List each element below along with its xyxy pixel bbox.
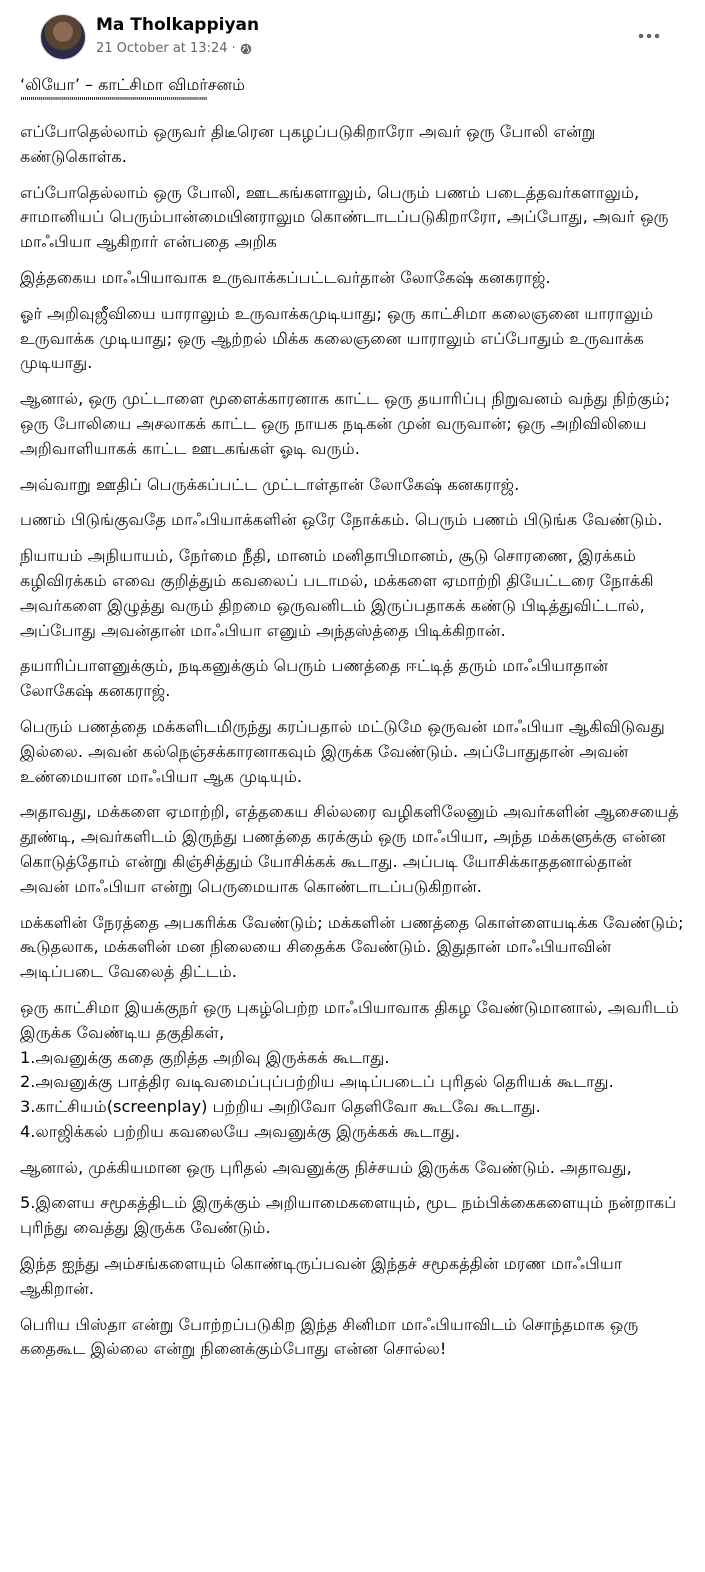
post-paragraph: ஒரு காட்சிமா இயக்குநர் ஒரு புகழ்பெற்ற மாஃபியாவாக திகழ வேண்டுமானால், அவரிடம் இருக்க வேண்டிய தகுதிகள், 1.அவனுக்கு கதை குறித்த அறிவு இருக்கக் கூடாது. 2.அவனுக்கு பாத்திர வடிவமைப்புப்பற்றிய அடிப்படைப் புரிதல் தெரியக் கூடாது. 3.காட்சியம்(screenplay) பற்றிய அறிவோ தெளிவோ கூடவே கூடாது. 4.லாஜிக்கல் பற்றிய கவலையே அவனுக்கு இருக்கக் கூடாது.	[20, 997, 679, 1141]
post-paragraph: அதாவது, மக்களை ஏமாற்றி, எத்தகைய சில்லரை வழிகளிலேனும் அவர்களின் ஆசையைத் தூண்டி, அவர்களிடம் இருந்து பணத்தை கரக்கும் ஒரு மாஃபியா, அந்த மக்களுக்கு என்ன கொடுத்தோம் என்று கிஞ்சித்தும் யோசிக்கக் கூடாது. அப்படி யோசிக்காததனால்தான் அவன் மாஃபியா என்று பெருமையாக கொண்டாடப்படுகிறான்.	[20, 802, 679, 896]
meta-separator: ·	[231, 41, 236, 56]
post-paragraph: பெரிய பிஸ்தா என்று போற்றப்படுகிற இந்த சினிமா மாஃபியாவிடம் சொந்தமாக ஒரு கதைகூட இல்லை என்று நினைக்கும்போது என்ன சொல்ல!	[20, 1314, 639, 1359]
post-paragraph: தயாரிப்பாளனுக்கும், நடிகனுக்கும் பெரும் பணத்தை ஈட்டித் தரும் மாஃபியாதான் லோகேஷ் கனகராஜ்.	[20, 656, 609, 701]
post-paragraph: எப்போதெல்லாம் ஒருவர் திடீரென புகழப்படுகிறாரோ அவர் ஒரு போலி என்று கண்டுகொள்க.	[20, 122, 596, 166]
post-paragraph: ஓர் அறிவுஜீவியை யாராலும் உருவாக்கமுடியாது; ஒரு காட்சிமா கலைஞனை யாராலும் உருவாக்க முடியாது; ஒரு ஆற்றல் மிக்க கலைஞனை யாராலும் எப்போதும் உருவாக்க முடியாது.	[20, 303, 654, 373]
post-paragraph: இந்த ஐந்து அம்சங்களையும் கொண்டிருப்பவன் இந்தச் சமூகத்தின் மரண மாஃபியா ஆகிறான்.	[20, 1254, 623, 1298]
post-paragraphs	[20, 120, 686, 1362]
post-paragraph: எப்போதெல்லாம் ஒரு போலி, ஊடகங்களாலும், பெரும் பணம் படைத்தவர்களாலும், சாமானியப் பெரும்பான்மையினராலும கொண்டாடப்படுகிறாரோ, அப்போது, அவர் ஒரு மாஃபியா ஆகிறார் என்பதை அறிக	[20, 182, 669, 252]
title-underline: """"""""""""""""""""""""""""""""""""""""""""""	[20, 96, 207, 108]
post-timestamp[interactable]: 21 October at 13:24	[96, 41, 228, 56]
author-name[interactable]: Ma Tholkappiyan	[96, 15, 260, 35]
post-paragraph: ஆனால், முக்கியமான ஒரு புரிதல் அவனுக்கு நிச்சயம் இருக்க வேண்டும். அதாவது,	[20, 1157, 632, 1177]
globe-icon[interactable]	[240, 43, 252, 55]
post-meta	[96, 40, 252, 58]
post-title: ‘லியோ’ – காட்சிமா விமர்சனம்	[20, 75, 245, 94]
post-paragraph: மக்களின் நேரத்தை அபகரிக்க வேண்டும்; மக்களின் பணத்தை கொள்ளையடிக்க வேண்டும்; கூடுதலாக, மக்களின் மன நிலையை சிதைக்க வேண்டும். இதுதான் மாஃபியாவின் அடிப்படை வேலைத் திட்டம்.	[20, 912, 684, 982]
post-paragraph: பெரும் பணத்தை மக்களிடமிருந்து கரப்பதால் மட்டுமே ஒருவன் மாஃபியா ஆகிவிடுவது இல்லை. அவன் கல்நெஞ்சக்காரனாகவும் இருக்க வேண்டும். அப்போதுதான் அவன் உண்மையான மாஃபியா ஆக முடியும்.	[20, 716, 665, 786]
post-paragraph: அவ்வாறு ஊதிப் பெருக்கப்பட்ட முட்டாள்தான் லோகேஷ் கனகராஜ்.	[20, 474, 520, 494]
post-body	[20, 70, 686, 1373]
post-paragraph: 5.இளைய சமூகத்திடம் இருக்கும் அறியாமைகளையும், மூட நம்பிக்கைகளையும் நன்றாகப் புரிந்து வைத்து இருக்க வேண்டும்.	[20, 1193, 677, 1238]
post-paragraph: ஆனால், ஒரு முட்டாளை மூளைக்காரனாக காட்ட ஒரு தயாரிப்பு நிறுவனம் வந்து நிற்கும்; ஒரு போலியை அசலாகக் காட்ட ஒரு நாயக நடிகன் முன் வருவான்; ஒரு அறிவிலியை அறிவாளியாகக் காட்ட ஊடகங்கள் ஓடி வரும்.	[20, 389, 671, 458]
avatar[interactable]	[40, 14, 86, 60]
post-paragraph: இத்தகைய மாஃபியாவாக உருவாக்கப்பட்டவர்தான் லோகேஷ் கனகராஜ்.	[20, 267, 551, 287]
post-paragraph: நியாயம் அநியாயம், நேர்மை நீதி, மானம் மனிதாபிமானம், சூடு சொரணை, இரக்கம் கழிவிரக்கம் எவை குறித்தும் கவலைப் படாமல், மக்களை ஏமாற்றி தியேட்டரை நோக்கி அவர்களை இழுத்து வரும் திறமை ஒருவனிடம் இருப்பதாகக் கண்டு பிடித்துவிட்டால், அப்போது அவன்தான் மாஃபியா எனும் அந்தஸ்த்தை பிடிக்கிறான்.	[20, 546, 654, 640]
post-paragraph: பணம் பிடுங்குவதே மாஃபியாக்களின் ஒரே நோக்கம். பெரும் பணம் பிடுங்க வேண்டும்.	[20, 510, 663, 530]
post-header	[20, 0, 689, 70]
more-options-icon[interactable]	[637, 24, 661, 48]
